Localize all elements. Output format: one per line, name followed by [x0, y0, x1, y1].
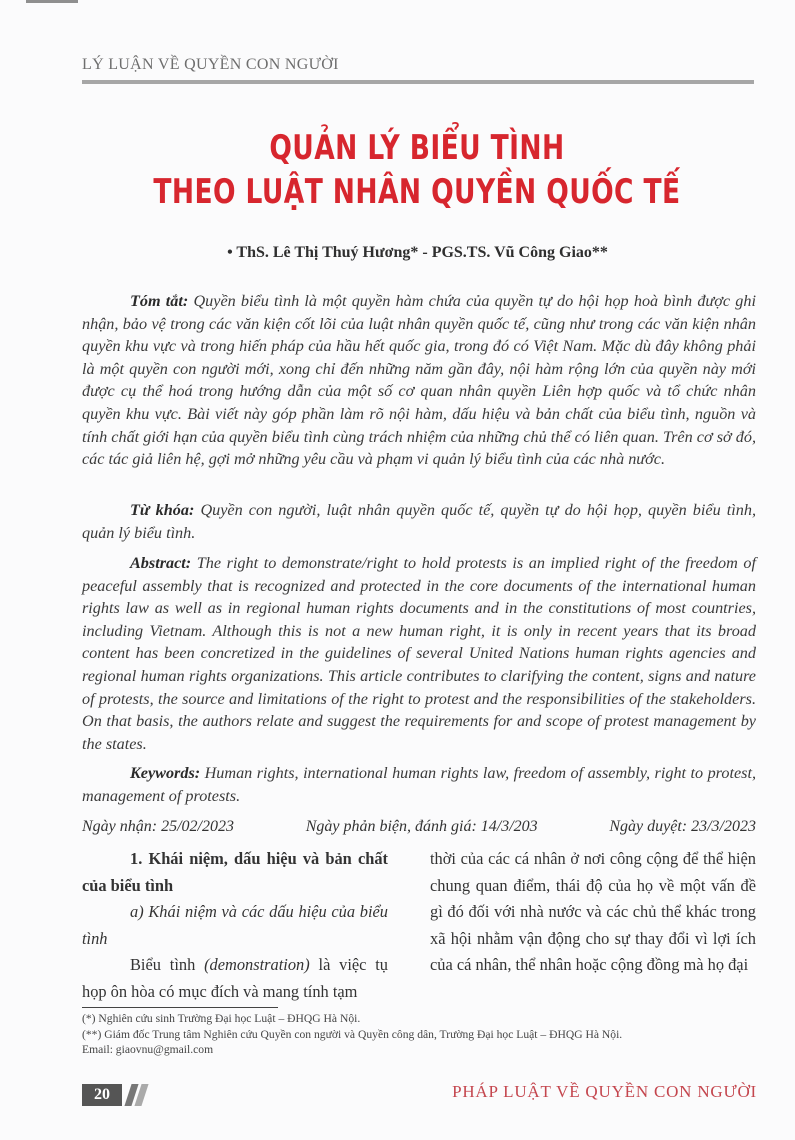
footnote-1: (*) Nghiên cứu sinh Trường Đại học Luật – ĐHQG Hà Nội. [82, 1012, 361, 1025]
article-title [91, 126, 742, 214]
journal-name: PHÁP LUẬT VỀ QUYỀN CON NGƯỜI [452, 1082, 757, 1101]
body-column-right [430, 846, 756, 979]
section-heading: 1. Khái niệm, dấu hiệu và bản chất của biểu tình [82, 849, 388, 895]
date-received: Ngày nhận: 25/02/2023 [82, 818, 234, 835]
keywords-vi-text: Quyền con người, luật nhân quyền quốc tế, quyền tự do hội họp, quyền biểu tình, quản lý biểu tình. [82, 501, 756, 542]
summary-vi [82, 290, 756, 471]
abstract-text: The right to demonstrate/right to hold protests is an implied right of the freedom of peaceful assembly that is recognized and protected in the core documents of the international human rights law as well as in regional human rights documents and in the constitutions of most countries, including Vietnam. Although this is not a new human right, it is only in recent years that its broad content has been concretized in the guidelines of several United Nations human rights agencies and regional human rights organizations. This article contributes to clarifying the content, signs and nature of protests, the source and limitations of the right to protest and the responsibilities of the stakeholders. On that basis, the authors relate and suggest the requirements for and scope of protest management by the states. [82, 554, 756, 753]
title-line-2: THEO LUẬT NHÂN QUYỀN QUỐC TẾ [153, 172, 681, 212]
abstract-label: Abstract: [130, 554, 192, 572]
summary-label: Tóm tắt: [130, 292, 189, 310]
footnote-rule [82, 1007, 278, 1008]
page-number: 20 [82, 1084, 122, 1106]
date-reviewed: Ngày phản biện, đánh giá: 14/3/203 [305, 818, 538, 835]
author-line: • ThS. Lê Thị Thuý Hương* - PGS.TS. Vũ Công Giao** [227, 244, 608, 261]
subsection-heading: a) Khái niệm và các dấu hiệu của biểu tình [82, 902, 388, 948]
keywords-en-label: Keywords: [130, 764, 201, 782]
body-column-left [82, 846, 388, 1005]
footnotes [82, 1011, 772, 1058]
body-paragraph-continued: thời của các cá nhân ở nơi công cộng để thể hiện chung quan điểm, thái độ của họ về một vấn đề gì đó đối với nhà nước và các chủ thể khác trong xã hội nhằm vận động cho sự thay đổi vì lợi ích của cá nhân, thể nhân hoặc cộng đồng mà họ đại [430, 849, 756, 974]
body-paragraph-start: Biểu tình (demonstration) là việc tụ họp ôn hòa có mục đích và mang tính tạm [82, 955, 389, 1001]
summary-text: Quyền biểu tình là một quyền hàm chứa của quyền tự do hội họp hoà bình được ghi nhận, bảo vệ trong các văn kiện cốt lõi của luật nhân quyền quốc tế, cũng như trong các văn kiện nhân quyền khu vực và trong hiến pháp của hầu hết quốc gia, trong đó có Việt Nam. Mặc dù đây không phải là một quyền con người mới, xong chỉ đến những năm gần đây, nội hàm rộng lớn của quyền này mới được cụ thể hoá trong hướng dẫn của một số cơ quan nhân quyền Liên hợp quốc và tổ chức nhân quyền khu vực. Bài viết này góp phần làm rõ nội hàm, dấu hiệu và bản chất của biểu tình, nguồn và tính chất giới hạn của quyền biểu tình cùng trách nhiệm của những chủ thể có liên quan. Trên cơ sở đó, các tác giả liên hệ, gợi mở những yêu cầu và phạm vi quản lý biểu tình của các nhà nước. [82, 292, 756, 469]
running-head: LÝ LUẬN VỀ QUYỀN CON NGƯỜI [82, 56, 339, 73]
title-line-1: QUẢN LÝ BIỂU TÌNH [269, 128, 565, 168]
footnote-email: Email: giaovnu@gmail.com [82, 1043, 214, 1056]
term-demonstration: (demonstration) [204, 955, 310, 974]
date-approved: Ngày duyệt: 23/3/2023 [609, 818, 756, 835]
article-dates [82, 818, 756, 836]
footnote-2: (**) Giám đốc Trung tâm Nghiên cứu Quyền con người và Quyền công dân, Trường Đại học Luật – ĐHQG Hà Nội. [82, 1027, 623, 1041]
keywords-en-text: Human rights, international human rights law, freedom of assembly, right to protest, management of protests. [82, 764, 756, 805]
header-rule [82, 80, 754, 84]
abstract-en [82, 552, 756, 755]
keywords-vi [82, 499, 756, 544]
top-edge-tab [26, 0, 78, 3]
keywords-en [82, 762, 756, 807]
keywords-vi-label: Từ khóa: [130, 501, 195, 519]
